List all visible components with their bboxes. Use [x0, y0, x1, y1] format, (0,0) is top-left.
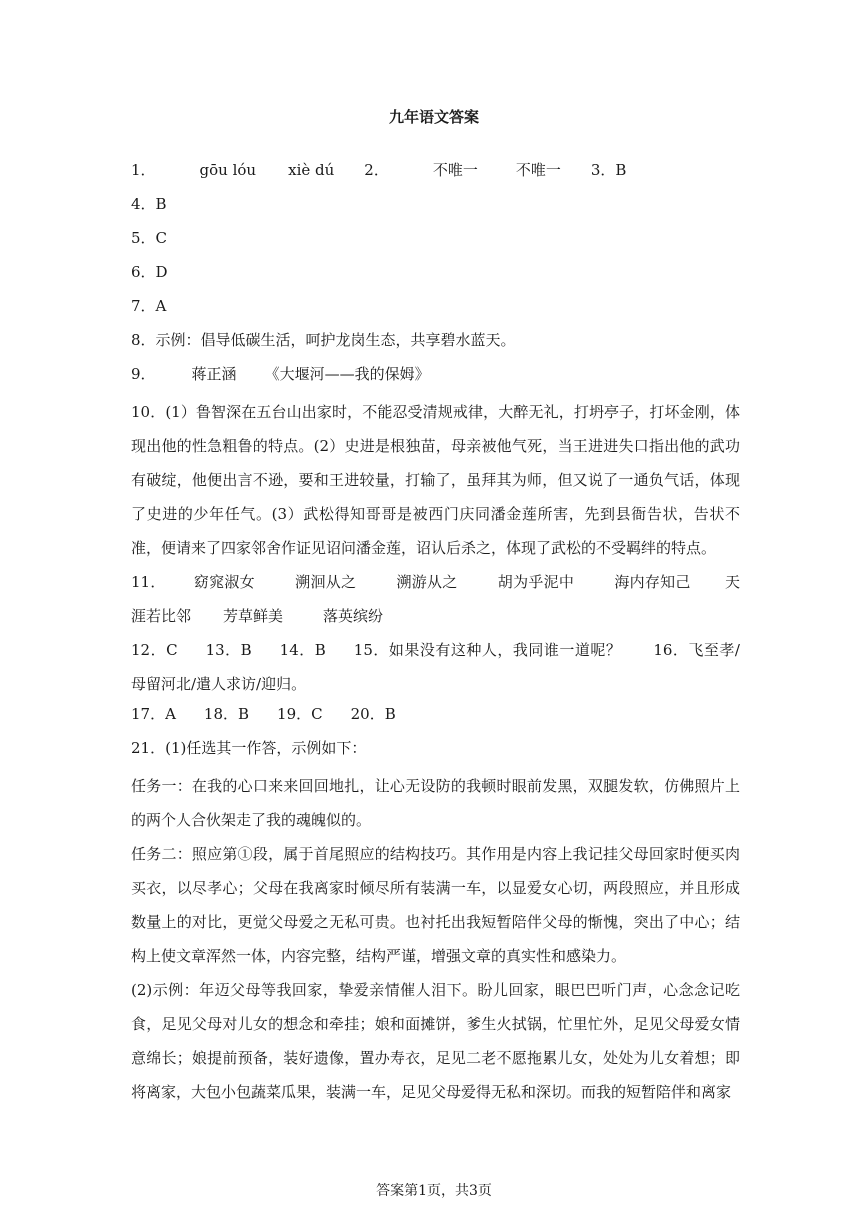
q6-answer: 6．D [131, 263, 168, 281]
q9-answer-1: 蒋正涵 [191, 365, 237, 383]
q2-answer-2: 不唯一 [515, 161, 561, 179]
q7-answer: 7．A [131, 297, 167, 315]
q11-item: 天涯若比邻 [131, 573, 740, 625]
q21-part2-text: (2)示例：年迈父母等我回家，挚爱亲情催人泪下。盼儿回家，眼巴巴听门声，心念念记吃食，足见父母对儿女的想念和牵挂；娘和面摊饼，爹生火拭锅，忙里忙外，足见父母爱女情意绵长；娘提前预备，装好遗像，置办寿衣，足见二老不愿拖累儿女，处处为儿女着想；即将离家，大包小包蔬菜瓜果，装满一车，足见父母爱得无私和深切。而我的短暂陪伴和离家 [131, 981, 740, 1101]
q1-pinyin-2: xiè dú [288, 161, 335, 179]
answer-line-1 [131, 157, 740, 191]
q14-answer: 14．B [279, 641, 326, 659]
answer-line-q9 [131, 361, 740, 395]
q21-intro: 21．(1)任选其一作答，示例如下： [131, 739, 367, 757]
q9-answer-2: 《大堰河——我的保姆》 [264, 365, 430, 383]
q9-number: 9． [131, 365, 156, 383]
answer-content [131, 157, 740, 1109]
q13-answer: 13．B [205, 641, 252, 659]
q19-answer: 19．C [277, 705, 323, 723]
q11-item: 溯游从之 [396, 573, 458, 591]
q2-number: 2． [364, 161, 389, 179]
q11-number: 11． [131, 573, 166, 591]
q1-pinyin-1: gōu lóu [199, 161, 257, 179]
q10-text: 10．(1）鲁智深在五台山出家时，不能忍受清规戒律，大醉无礼，打坍亭子，打坏金刚，体现出他的性急粗鲁的特点。(2）史进是根独苗，母亲被他气死，当王进进失口指出他的武功有破绽，他便出言不逊，要和王进较量，打输了，虽拜其为师，但又说了一通负气话，体现了史进的少年任气。(3）武松得知哥哥是被西门庆同潘金莲所害，先到县衙告状，告状不准，便请来了四家邻舍作证见诏问潘金莲，诏认后杀之，体现了武松的不受羁绊的特点。 [131, 403, 740, 557]
q12-answer: 12．C [131, 641, 178, 659]
q21-task1-text: 任务一：在我的心口来来回回地扎，让心无设防的我顿时眼前发黑，双腿发软，仿佛照片上的两个人合伙架走了我的魂魄似的。 [131, 777, 740, 829]
answer-line-q17-20 [131, 701, 740, 735]
q3-answer: 3．B [590, 161, 627, 179]
q11-item: 溯洄从之 [294, 573, 357, 591]
answer-line-q12-16 [131, 633, 740, 701]
page-footer: 答案第1页，共3页 [376, 1183, 492, 1199]
q11-item: 海内存知己 [614, 573, 691, 591]
page-title: 九年语文答案 [388, 108, 479, 126]
q11-answer [131, 565, 740, 633]
q21-part2 [131, 973, 740, 1109]
q5-answer: 5．C [131, 229, 168, 247]
q15-answer: 15．如果没有这种人，我同谁一道呢？ [353, 641, 622, 659]
q2-answer-1: 不唯一 [432, 161, 478, 179]
q21-task2-text: 任务二：照应第①段，属于首尾照应的结构技巧。其作用是内容上我记挂父母回家时便买肉买衣，以尽孝心；父母在我离家时倾尽所有装满一车，以显爱女心切，两段照应，并且形成数量上的对比，更觉父母爱之无私可贵。也衬托出我短暂陪伴父母的惭愧，突出了中心；结构上使文章浑然一体，内容完整，结构严谨，增强文章的真实性和感染力。 [131, 845, 740, 965]
q11-item: 芳草鲜美 [223, 607, 284, 625]
q4-answer: 4．B [131, 195, 167, 213]
q20-answer: 20．B [350, 705, 396, 723]
q10-answer [131, 395, 740, 565]
q18-answer: 18．B [203, 705, 250, 723]
q1-number: 1． [131, 161, 156, 179]
q21-task2 [131, 837, 740, 973]
q11-item: 落英缤纷 [323, 607, 384, 625]
q16-answer: 16．飞至孝/母留河北/遣人求访/迎归。 [131, 641, 740, 693]
q11-item: 胡为乎泥中 [497, 573, 575, 591]
q11-item: 窈窕淑女 [193, 573, 255, 591]
q17-answer: 17．A [131, 705, 176, 723]
q21-task1 [131, 769, 740, 837]
q8-answer: 8．示例：倡导低碳生活，呵护龙岗生态，共享碧水蓝天。 [131, 331, 516, 349]
